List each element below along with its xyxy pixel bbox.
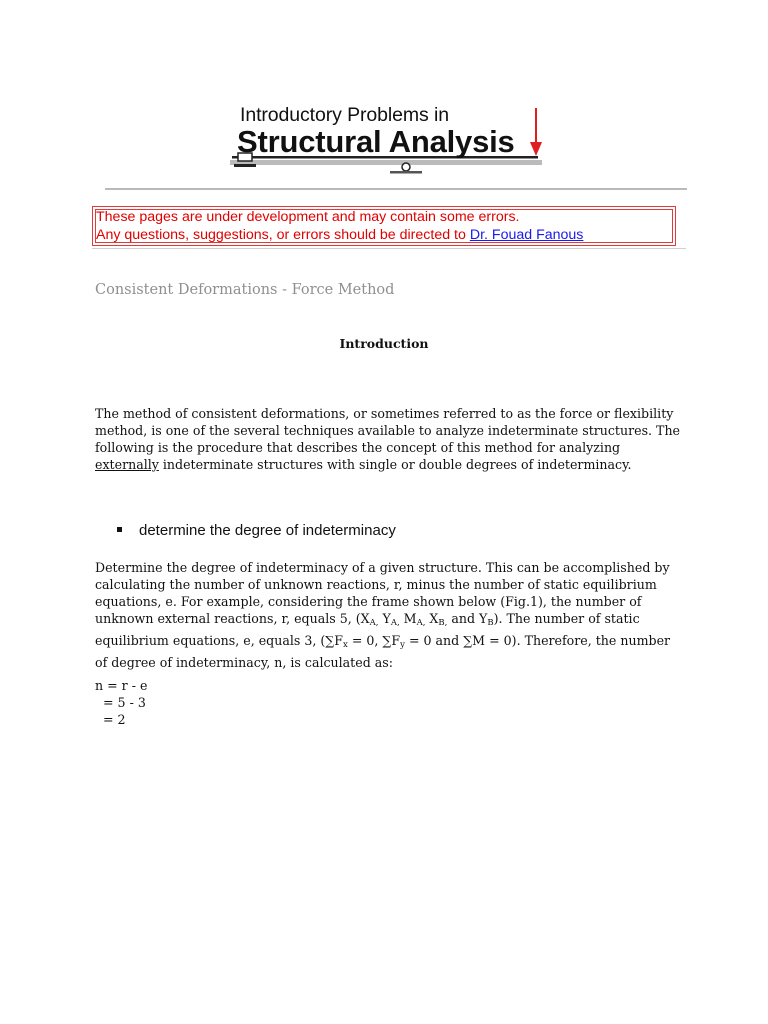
notice-box (92, 206, 676, 246)
p2-sub-5: B (487, 618, 494, 628)
indeterminacy-paragraph (95, 559, 680, 671)
p2-text-5: and Y (447, 611, 488, 626)
intro-text-b: indeterminate structures with single or double degrees of indeterminacy. (158, 457, 632, 472)
bullet-marker-icon (117, 527, 122, 532)
p2-sub-4: B, (438, 618, 448, 628)
intro-paragraph (95, 405, 680, 473)
p2-text-3: M (399, 611, 417, 626)
contact-link[interactable]: Dr. Fouad Fanous (469, 226, 584, 243)
p2-text-6: ). The number of static equilibrium equations, e, equals 3, (∑F (95, 611, 640, 648)
roller-support-base (390, 171, 422, 174)
equation-line-2: = 5 - 3 (95, 695, 146, 710)
p2-sub-1: A, (369, 618, 379, 628)
roller-support-icon (402, 163, 410, 171)
p2-text-7: = 0, ∑F (347, 633, 401, 648)
p2-text-8: = 0 and ∑M = 0). Therefore, the number of degree of indeterminacy, n, is calculated as: (95, 633, 671, 670)
beam-shadow (230, 160, 542, 165)
notice-line2-text: Any questions, suggestions, or errors should be directed to (96, 226, 470, 243)
intro-text-a: The method of consistent deformations, or sometimes referred to as the force or flexibility method, is one of the several techniques available to analyze indeterminate structures. The following is the procedure that describes the concept of this method for analyzing (95, 406, 681, 455)
banner-title-line2: Structural Analysis (237, 124, 515, 159)
p2-text-2: Y (378, 611, 391, 626)
banner-title-line1: Introductory Problems in (240, 104, 449, 126)
notice-divider (92, 248, 686, 249)
header-divider (105, 188, 687, 190)
intro-heading: Introduction (339, 336, 429, 351)
p2-text-1: Determine the degree of indeterminacy of a given structure. This can be accomplished by calculating the number of unknown reactions, r, minus the number of static equilibrium equations, e. For example, considering the frame shown below (Fig.1), the number of unknown external reactions, r, equals 5, (X (95, 560, 670, 626)
equation-block (95, 677, 147, 728)
p2-sub-3: A, (416, 618, 426, 628)
p2-sub-2: A, (390, 618, 400, 628)
notice-line2 (96, 227, 583, 245)
equation-line-3: = 2 (95, 712, 126, 727)
p2-sub-7: y (400, 640, 405, 650)
notice-line1: These pages are under development and may contain some errors. (96, 209, 520, 225)
section-title: Consistent Deformations - Force Method (95, 282, 395, 298)
notice-text (96, 209, 583, 244)
load-arrow-icon (530, 142, 542, 156)
intro-text-underlined: externally (95, 457, 159, 472)
equation-line-1: n = r - e (95, 678, 148, 693)
left-support-base (234, 164, 256, 167)
p2-text-4: X (425, 611, 439, 626)
bullet-item (117, 522, 396, 539)
banner (230, 104, 550, 176)
bullet-label: determine the degree of indeterminacy (139, 522, 396, 539)
p2-sub-6: x (343, 640, 348, 650)
